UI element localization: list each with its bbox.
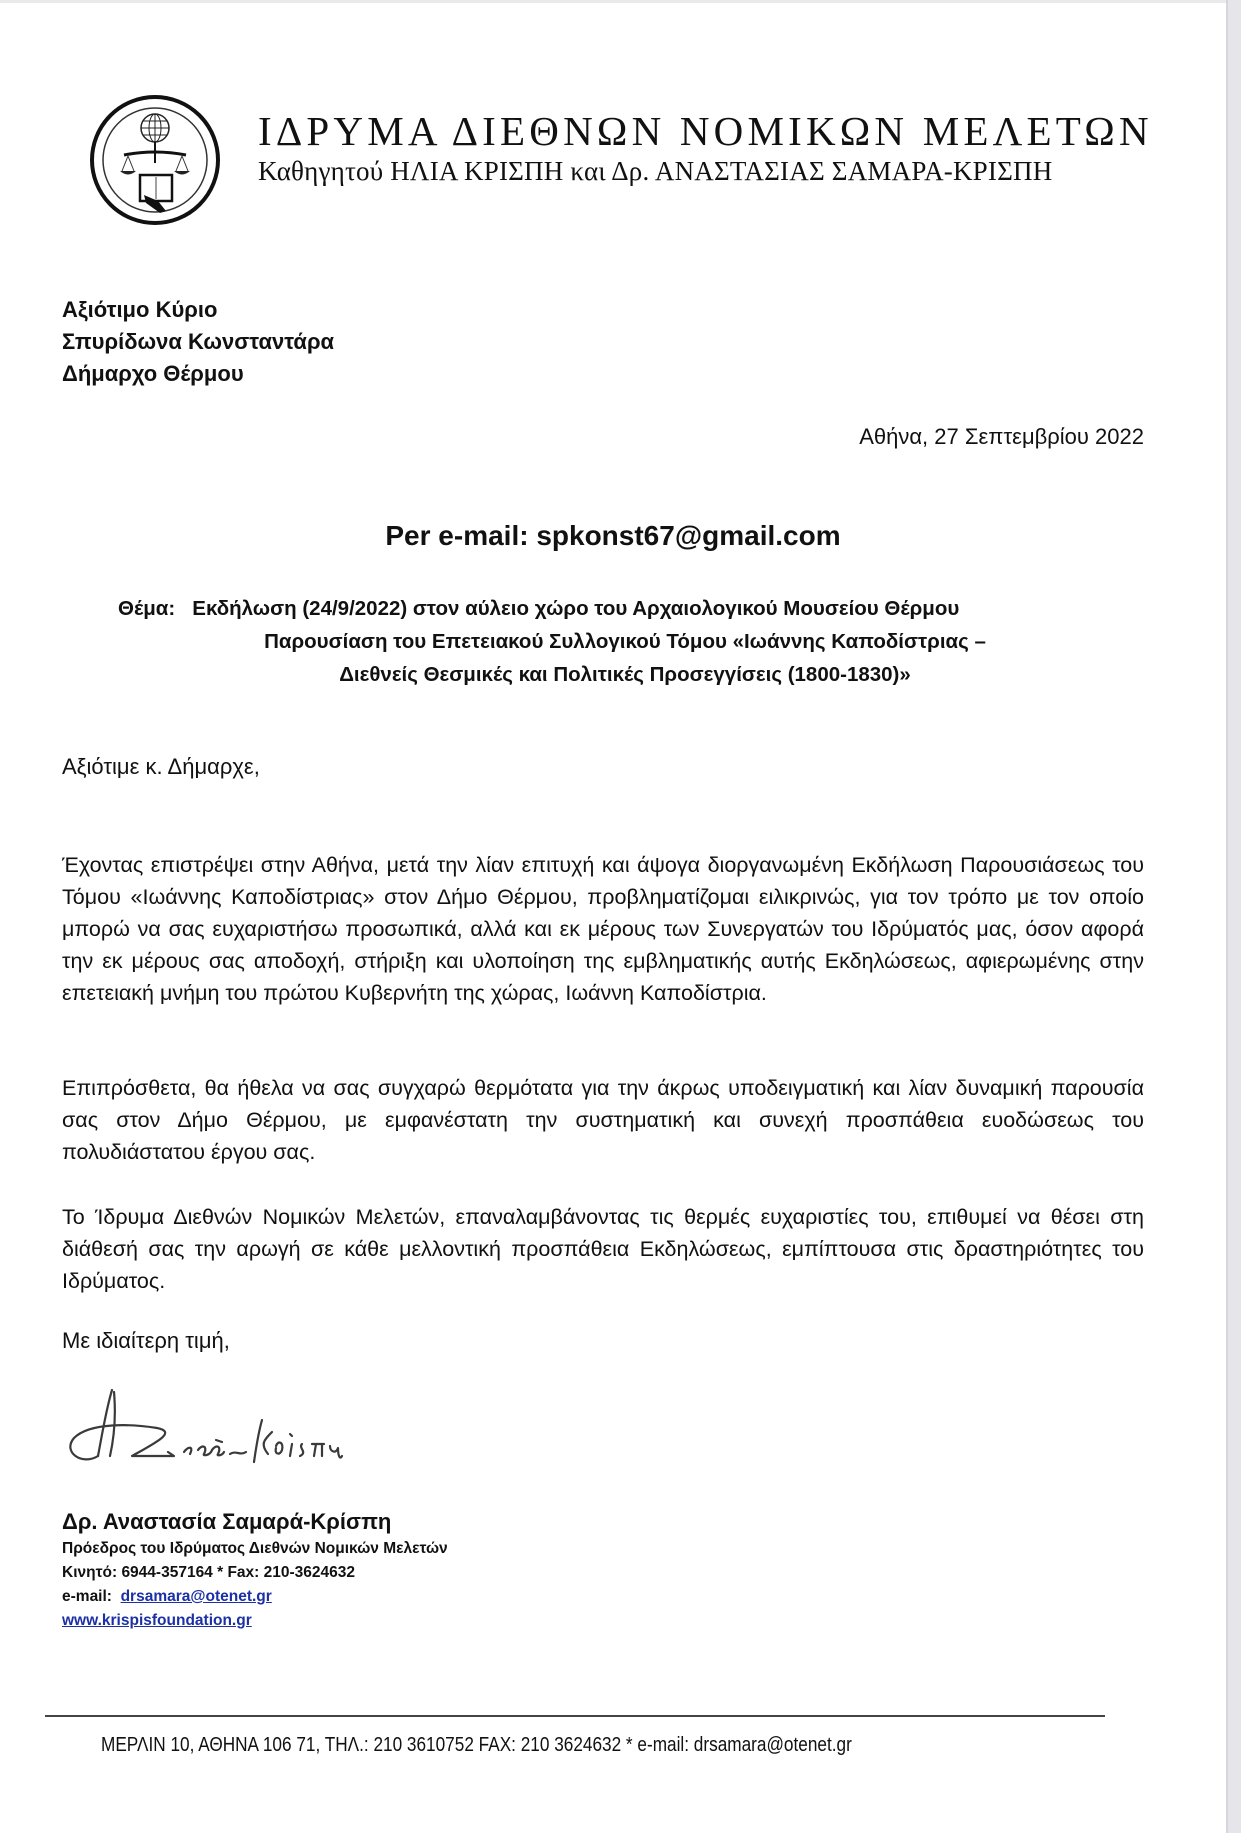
foundation-title: ΙΔΡΥΜΑ ΔΙΕΘΝΩΝ ΝΟΜΙΚΩΝ ΜΕΛΕΤΩΝ <box>258 108 1153 154</box>
subject-line-1 <box>110 592 1140 625</box>
signatory-phone-fax: Κινητό: 6944-357164 * Fax: 210-3624632 <box>62 1564 355 1581</box>
globe-icon <box>141 114 169 142</box>
subject-label: Θέμα: <box>118 597 176 620</box>
right-scroll-edge <box>1226 0 1241 1833</box>
subject-line-3: Διεθνείς Θεσμικές και Πολιτικές Προσεγγίσεις (1800-1830)» <box>339 663 911 686</box>
subject-line-2: Παρουσίαση του Επετειακού Συλλογικού Τόμου «Ιωάννης Καποδίστριας – <box>264 630 986 653</box>
email-link[interactable]: drsamara@otenet.gr <box>120 1588 272 1605</box>
recipient-line: Δήμαρχο Θέρμου <box>62 361 244 386</box>
body-paragraph: Το Ίδρυμα Διεθνών Νομικών Μελετών, επαναλαμβάνοντας τις θερμές ευχαριστίες του, επιθυμεί να θέσει στη διάθεσή σας την αρωγή σε κάθε μελλοντική προσπάθεια Εκδηλώσεως, εμπίπτουσα στις δραστηριότητες του Ιδρύματος. <box>62 1205 1144 1293</box>
subject-text: Εκδήλωση (24/9/2022) στον αύλειο χώρο του Αρχαιολογικού Μουσείου Θέρμου <box>192 597 960 620</box>
recipient-line: Αξιότιμο Κύριο <box>62 297 218 322</box>
per-email-line: Per e-mail: spkonst67@gmail.com <box>385 520 841 551</box>
foundation-subtitle: Καθηγητού ΗΛΙΑ ΚΡΙΣΠΗ και Δρ. ΑΝΑΣΤΑΣΙΑΣ ΣΑΜΑΡΑ-ΚΡΙΣΠΗ <box>258 156 1053 186</box>
email-label: e-mail: <box>62 1588 112 1605</box>
foundation-seal-logo-icon <box>88 93 222 227</box>
scales-of-justice-icon <box>120 142 190 175</box>
body-paragraph: Επιπρόσθετα, θα ήθελα να σας συγχαρώ θερμότατα για την άκρως υποδειγματική και λίαν δυναμική παρουσία σας στον Δήμο Θέρμου, με εμφανέστατη την συστηματική και συνεχή προσπάθεια ευοδώσεως του πολυδιάστατου έργου σας. <box>62 1076 1144 1164</box>
handwritten-signature-icon <box>62 1370 432 1480</box>
recipient-line: Σπυρίδωνα Κωνσταντάρα <box>62 329 335 354</box>
footer-divider <box>45 1715 1105 1717</box>
subject-block <box>110 592 1140 691</box>
website-line <box>62 1609 448 1633</box>
salutation: Αξιότιμε κ. Δήμαρχε, <box>62 754 260 779</box>
signatory-name: Δρ. Αναστασία Σαμαρά-Κρίσπη <box>62 1509 392 1534</box>
letter-date: Αθήνα, 27 Σεπτεμβρίου 2022 <box>859 424 1144 449</box>
signature-block <box>62 1507 448 1633</box>
book-icon <box>140 175 172 213</box>
website-link[interactable]: www.krispisfoundation.gr <box>62 1612 252 1629</box>
recipient-address <box>62 294 334 390</box>
closing-phrase: Με ιδιαίτερη τιμή, <box>62 1328 230 1353</box>
footer-address: ΜΕΡΛΙΝ 10, ΑΘΗΝΑ 106 71, ΤΗΛ.: 210 3610752 FAX: 210 3624632 * e-mail: drsamara@otenet.gr <box>101 1734 852 1756</box>
top-edge-shadow <box>0 0 1241 3</box>
signatory-position: Πρόεδρος του Ιδρύματος Διεθνών Νομικών Μελετών <box>62 1540 448 1557</box>
signatory-email-line <box>62 1585 448 1609</box>
body-paragraph: Έχοντας επιστρέψει στην Αθήνα, μετά την λίαν επιτυχή και άψογα διοργανωμένη Εκδήλωση Παρουσιάσεως του Τόμου «Ιωάννης Καποδίστριας» στον Δήμο Θέρμου, προβληματίζομαι ειλικρινώς, για τον τρόπο με τον οποίο μπορώ να σας ευχαριστήσω προσωπικά, αλλά και εκ μέρους των Συνεργατών του Ιδρύματός μας, όσον αφορά την εκ μέρους σας αποδοχή, στήριξη και υλοποίηση της εμβληματικής αυτής Εκδηλώσεως, αφιερωμένης στην επετειακή μνήμη του πρώτου Κυβερνήτη της χώρας, Ιωάννη Καποδίστρια. <box>62 853 1144 1005</box>
